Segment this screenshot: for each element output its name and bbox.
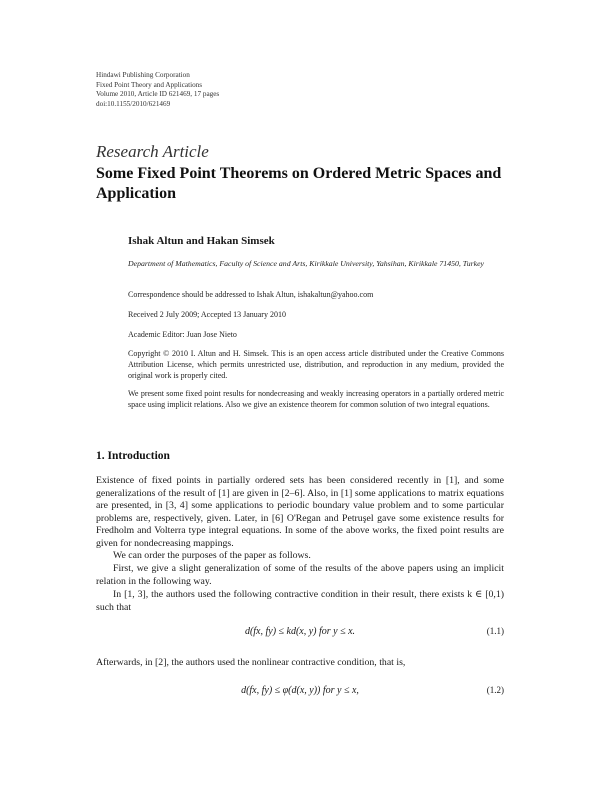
intro-paragraph-3: First, we give a slight generalization of some of the results of the above papers using an implicit relation in the following way. (96, 563, 504, 587)
article-type: Research Article (96, 142, 209, 161)
doi-line: doi:10.1155/2010/621469 (96, 99, 171, 108)
equation-number: (1.1) (486, 626, 504, 636)
equation-number: (1.2) (486, 685, 504, 695)
journal-header (96, 71, 219, 109)
correspondence: Correspondence should be addressed to Ishak Altun, ishakaltun@yahoo.com (128, 290, 374, 299)
intro-paragraph-4: In [1, 3], the authors used the following contractive condition in their result, there exists k ∈ [0,1) such that (96, 589, 504, 613)
intro-paragraph-5: Afterwards, in [2], the authors used the nonlinear contractive condition, that is, (96, 657, 406, 668)
journal-line: Fixed Point Theory and Applications (96, 80, 203, 89)
section-heading: 1. Introduction (96, 450, 170, 462)
abstract: We present some fixed point results for nondecreasing and weakly increasing operators in a partially ordered metric space using implicit relations. Also we give an existence theorem for common solution of two integral equations. (128, 389, 504, 409)
received-dates: Received 2 July 2009; Accepted 13 January 2010 (128, 310, 286, 319)
authors: Ishak Altun and Hakan Simsek (128, 235, 275, 247)
affiliation: Department of Mathematics, Faculty of Science and Arts, Kirikkale University, Yahsihan, Kirikkale 71450, Turkey (128, 259, 485, 268)
publisher-line: Hindawi Publishing Corporation (96, 71, 190, 79)
paper-title: Some Fixed Point Theorems on Ordered Metric Spaces and Application (96, 165, 502, 202)
copyright-notice: Copyright © 2010 I. Altun and H. Simsek. This is an open access article distributed under the Creative Commons Attribution License, which permits unrestricted use, distribution, and reproduction in any medium, provided the original work is properly cited. (128, 349, 504, 380)
volume-line: Volume 2010, Article ID 621469, 17 pages (96, 90, 220, 99)
equation-expression: d(fx, fy) ≤ kd(x, y) for y ≤ x. (244, 626, 356, 637)
academic-editor: Academic Editor: Juan Jose Nieto (128, 330, 237, 339)
intro-paragraph-1: Existence of fixed points in partially ordered sets has been considered recently in [1], and some generalizations of the result of [1] are given in [2–6]. Also, in [1] some applications to matrix equations are presented, in [3, 4] some applications to periodic boundary value problem and to some particular problems are, respectively, given. Later, in [6] O'Regan and Petruşel gave some existence results for Fredholm and Volterra type integral equations. In some of the above works, the fixed point results are given for nondecreasing mappings. (96, 475, 504, 549)
intro-paragraph-2: We can order the purposes of the paper as follows. (113, 550, 311, 561)
equation-expression: d(fx, fy) ≤ φ(d(x, y)) for y ≤ x, (241, 685, 359, 696)
